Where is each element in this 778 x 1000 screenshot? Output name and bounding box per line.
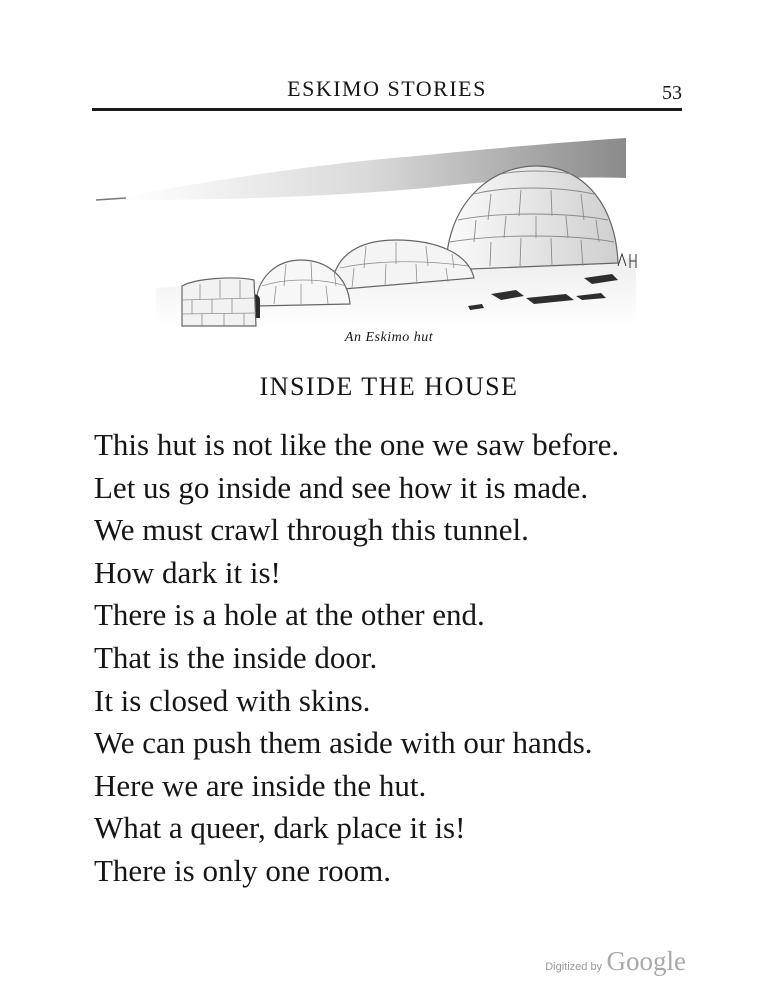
text-line: That is the inside door. [94, 639, 378, 675]
google-logo: Google [606, 946, 686, 976]
figure-caption: An Eskimo hut [344, 330, 434, 345]
text-line: There is a hole at the other end. [94, 597, 485, 633]
page-number: 53 [662, 82, 682, 104]
digitized-label: Digitized by [545, 961, 603, 973]
section-title: INSIDE THE HOUSE [259, 372, 519, 401]
text-line: What a queer, dark place it is! [94, 810, 466, 846]
running-head [92, 72, 682, 111]
text-line: Here we are inside the hut. [94, 767, 427, 803]
text-line: We must crawl through this tunnel. [94, 512, 529, 548]
text-line: We can push them aside with our hands. [94, 725, 593, 761]
igloo-illustration [96, 128, 656, 338]
text-line: This hut is not like the one we saw before. [94, 427, 620, 462]
digitized-watermark [545, 946, 686, 977]
text-line: It is closed with skins. [94, 682, 371, 718]
text-line: There is only one room. [94, 852, 392, 888]
text-line: How dark it is! [94, 554, 281, 590]
body-text [94, 424, 734, 893]
running-title: ESKIMO STORIES [287, 76, 487, 101]
text-line: Let us go inside and see how it is made. [94, 469, 589, 505]
